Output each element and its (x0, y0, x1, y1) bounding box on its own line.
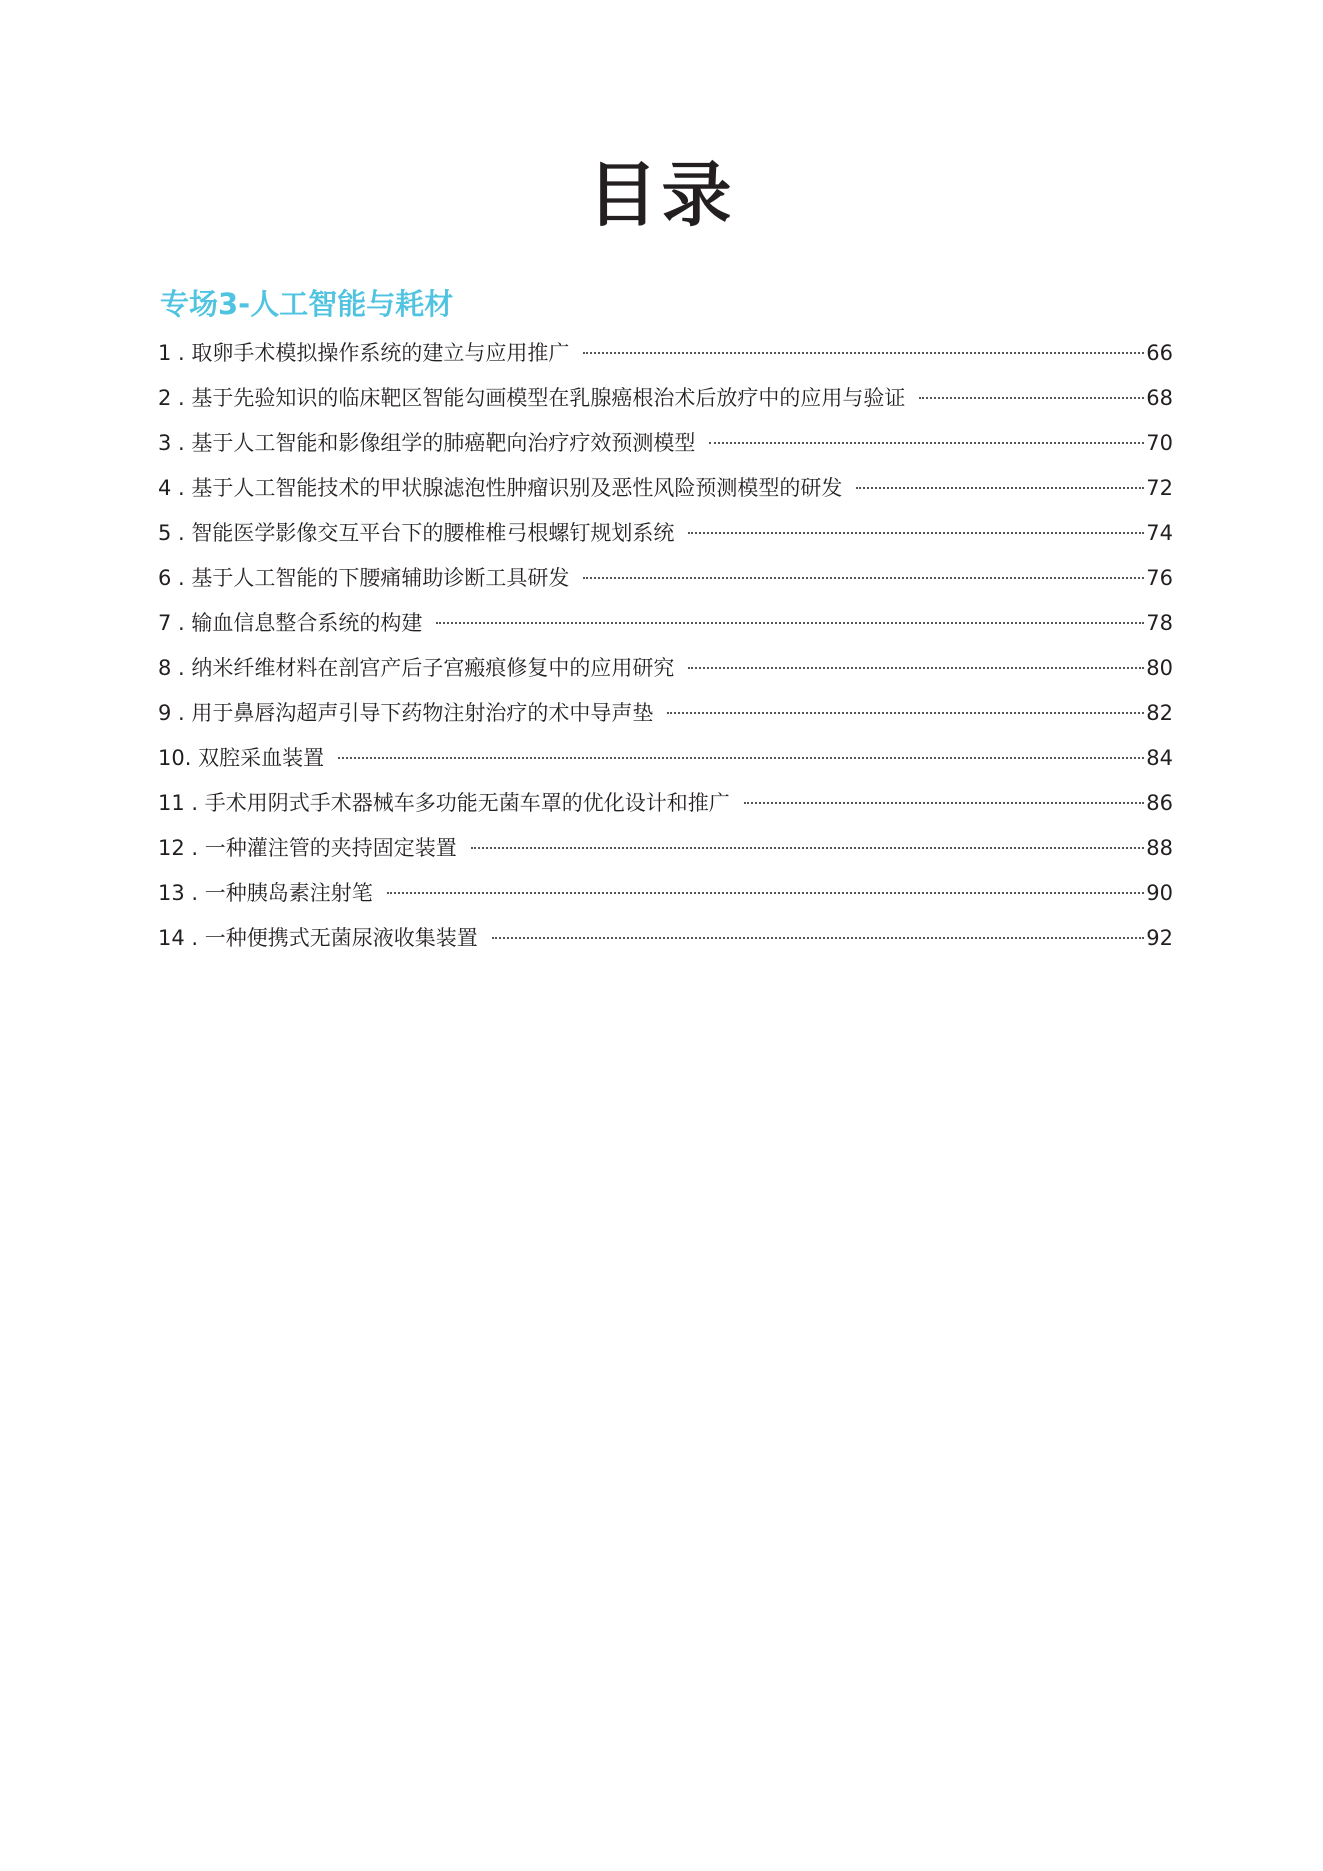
page-title: 目录 (587, 154, 736, 236)
toc-page-number: 68 (1146, 386, 1173, 410)
toc-dot-leader (436, 622, 1144, 624)
section-heading: 专场3-人工智能与耗材 (160, 287, 454, 321)
toc-item-label: 6 . 基于人工智能的下腰痛辅助诊断工具研发 (158, 566, 570, 590)
toc-dot-leader (688, 532, 1144, 534)
toc-dot-leader (856, 487, 1144, 489)
toc-page-number: 72 (1146, 476, 1173, 500)
toc-page-number: 78 (1146, 611, 1173, 635)
toc-item-label: 2 . 基于先验知识的临床靶区智能勾画模型在乳腺癌根治术后放疗中的应用与验证 (158, 386, 906, 410)
toc-page-number: 66 (1146, 341, 1173, 365)
toc-item-label: 9 . 用于鼻唇沟超声引导下药物注射治疗的术中导声垫 (158, 701, 654, 725)
toc-item[interactable] (158, 516, 1173, 561)
toc-list (158, 336, 1173, 966)
toc-page-number: 84 (1146, 746, 1173, 770)
toc-item-label: 5 . 智能医学影像交互平台下的腰椎椎弓根螺钉规划系统 (158, 521, 675, 545)
toc-item[interactable] (158, 831, 1173, 876)
toc-item[interactable] (158, 471, 1173, 516)
toc-dot-leader (583, 352, 1144, 354)
toc-page-number: 82 (1146, 701, 1173, 725)
toc-page-number: 88 (1146, 836, 1173, 860)
toc-item-label: 8 . 纳米纤维材料在剖宫产后子宫瘢痕修复中的应用研究 (158, 656, 675, 680)
toc-item[interactable] (158, 741, 1173, 786)
toc-item-label: 14 . 一种便携式无菌尿液收集装置 (158, 926, 478, 950)
toc-item[interactable] (158, 381, 1173, 426)
toc-dot-leader (338, 757, 1144, 759)
toc-dot-leader (471, 847, 1145, 849)
toc-item-label: 11 . 手术用阴式手术器械车多功能无菌车罩的优化设计和推广 (158, 791, 730, 815)
toc-item[interactable] (158, 696, 1173, 741)
toc-page-number: 74 (1146, 521, 1173, 545)
toc-item-label: 4 . 基于人工智能技术的甲状腺滤泡性肿瘤识别及恶性风险预测模型的研发 (158, 476, 843, 500)
toc-item[interactable] (158, 336, 1173, 381)
toc-page-number: 92 (1146, 926, 1173, 950)
toc-page-number: 86 (1146, 791, 1173, 815)
toc-item[interactable] (158, 651, 1173, 696)
toc-page-number: 76 (1146, 566, 1173, 590)
toc-item-label: 7 . 输血信息整合系统的构建 (158, 611, 423, 635)
toc-item-label: 13 . 一种胰岛素注射笔 (158, 881, 373, 905)
toc-page-number: 90 (1146, 881, 1173, 905)
toc-item[interactable] (158, 786, 1173, 831)
toc-dot-leader (709, 442, 1144, 444)
toc-dot-leader (583, 577, 1144, 579)
toc-item-label: 10. 双腔采血装置 (158, 746, 325, 770)
toc-dot-leader (492, 937, 1145, 939)
toc-dot-leader (919, 397, 1144, 399)
toc-item-label: 3 . 基于人工智能和影像组学的肺癌靶向治疗疗效预测模型 (158, 431, 696, 455)
toc-dot-leader (744, 802, 1145, 804)
toc-item-label: 1 . 取卵手术模拟操作系统的建立与应用推广 (158, 341, 570, 365)
toc-dot-leader (688, 667, 1144, 669)
toc-item[interactable] (158, 606, 1173, 651)
toc-page-number: 80 (1146, 656, 1173, 680)
toc-item[interactable] (158, 426, 1173, 471)
toc-dot-leader (667, 712, 1144, 714)
toc-page-number: 70 (1146, 431, 1173, 455)
toc-item[interactable] (158, 876, 1173, 921)
toc-item[interactable] (158, 921, 1173, 966)
toc-item[interactable] (158, 561, 1173, 606)
toc-item-label: 12 . 一种灌注管的夹持固定装置 (158, 836, 457, 860)
toc-dot-leader (387, 892, 1145, 894)
